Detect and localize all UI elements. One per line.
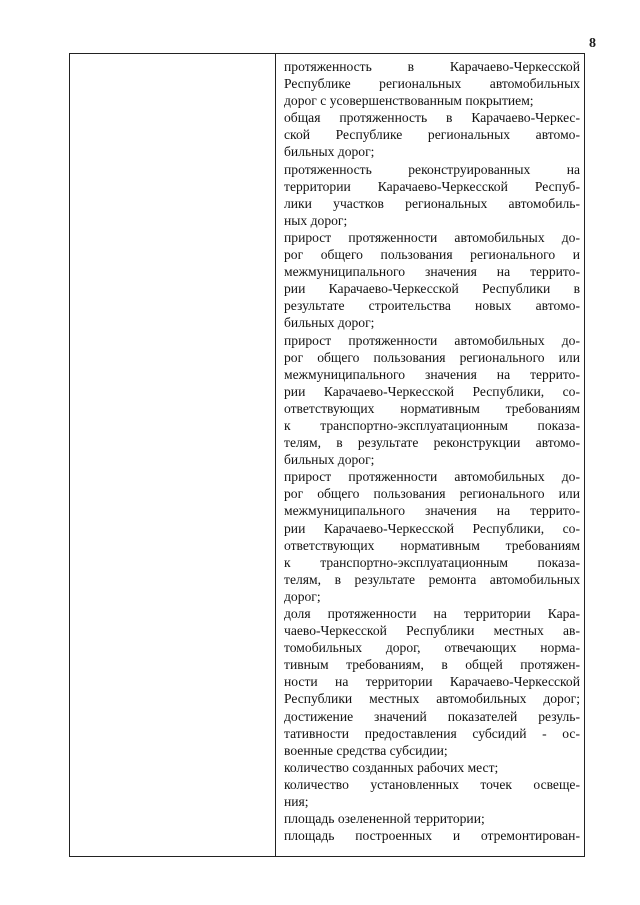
text-line: протяженность в Карачаево-Черкесской <box>284 59 580 74</box>
text-line: ответствующих нормативным требованиям <box>284 400 580 416</box>
text-line: прирост протяженности автомобильных до- <box>284 332 580 348</box>
text-line: ответствующих нормативным требованиям <box>284 537 580 553</box>
text-line: телям, в результате ремонта автомобильных <box>284 571 580 587</box>
text-line: ных дорог; <box>284 212 348 228</box>
text-line: тивным требованиям, в общей протяжен- <box>284 657 580 673</box>
text-line: количество созданных рабочих мест; <box>284 759 499 775</box>
text-line: томобильных дорог, отвечающих норма- <box>284 640 580 656</box>
text-line: бильных дорог; <box>284 315 375 331</box>
text-line: Республике региональных автомобильных <box>284 76 580 92</box>
text-line: количество установленных точек освеще- <box>284 776 580 792</box>
text-line: результате строительства новых автомо- <box>284 298 580 314</box>
text-line: рии Карачаево-Черкесской Республики в <box>284 281 580 297</box>
text-line: рог общего пользования регионального и <box>284 247 580 263</box>
text-line: прирост протяженности автомобильных до- <box>284 229 580 245</box>
text-line: к транспортно-эксплуатационным показа- <box>284 417 580 433</box>
text-line: ности на территории Карачаево-Черкесской <box>284 674 580 690</box>
indicators-cell <box>284 58 580 853</box>
text-line: рии Карачаево-Черкесской Республики, со- <box>284 383 580 399</box>
column-divider <box>275 54 276 856</box>
text-line: межмуниципального значения на террито- <box>284 366 580 382</box>
text-line: бильных дорог; <box>284 452 375 468</box>
text-line: ния; <box>284 794 309 810</box>
text-line: достижение значений показателей резуль- <box>284 708 580 724</box>
text-line: рог общего пользования регионального или <box>284 349 580 365</box>
text-line: Республики местных автомобильных дорог; <box>284 691 580 707</box>
text-line: рии Карачаево-Черкесской Республики, со- <box>284 520 580 536</box>
text-line: дорог; <box>284 588 321 604</box>
text-line: рог общего пользования регионального или <box>284 486 580 502</box>
text-line: доля протяженности на территории Кара- <box>284 606 580 621</box>
text-line: дорог с усовершенствованным покрытием; <box>284 93 534 109</box>
text-line: протяженность реконструированных на <box>284 161 580 177</box>
text-line: тативности предоставления субсидий - ос- <box>284 725 580 741</box>
text-line: площадь построенных и отремонтирован- <box>284 828 580 844</box>
indicators-table <box>69 53 585 857</box>
text-line: лики участков региональных автомобиль- <box>284 195 580 211</box>
text-line: межмуниципального значения на террито- <box>284 264 580 280</box>
text-line: к транспортно-эксплуатационным показа- <box>284 554 580 570</box>
page-number: 8 <box>589 36 596 51</box>
text-line: чаево-Черкесской Республики местных ав- <box>284 623 580 639</box>
text-line: территории Карачаево-Черкесской Респуб- <box>284 178 580 194</box>
text-line: военные средства субсидии; <box>284 742 448 758</box>
text-line: общая протяженность в Карачаево-Черкес- <box>284 110 580 126</box>
text-line: прирост протяженности автомобильных до- <box>284 469 580 485</box>
text-line: ской Республике региональных автомо- <box>284 127 580 143</box>
text-line: бильных дорог; <box>284 144 375 160</box>
text-line: площадь озелененной территории; <box>284 811 485 827</box>
text-line: межмуниципального значения на террито- <box>284 503 580 519</box>
text-line: телям, в результате реконструкции автомо- <box>284 435 580 451</box>
